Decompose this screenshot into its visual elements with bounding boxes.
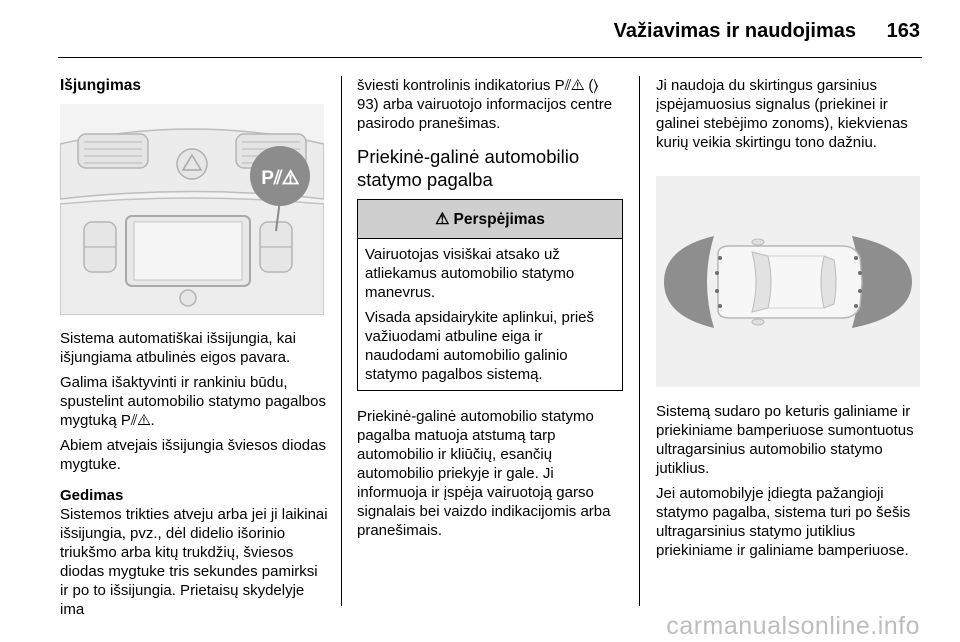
section-heading-deactivation: Išjungimas xyxy=(60,77,141,94)
column-1-body xyxy=(60,329,328,625)
paragraph: Sistemą sudaro po keturis galiniame ir priekiniame bamperiuose sumontuotus ultragarsinius automobilio statymo jutiklius. xyxy=(656,403,914,477)
paragraph: Galima išaktyvinti ir rankiniu būdu, spustelint automobilio statymo pagalbos mygtuką P⫽⚠. xyxy=(60,374,326,429)
column-divider-2 xyxy=(639,76,640,606)
warning-paragraph: Vairuotojas visiškai atsako už atliekamus automobilio statymo manevrus. xyxy=(365,246,575,301)
warning-body xyxy=(358,239,622,390)
paragraph: Sistema automatiškai išsijungia, kai išjungiama atbulinės eigos pavara. xyxy=(60,330,296,366)
page-number: 163 xyxy=(886,20,920,42)
column-1 xyxy=(60,76,325,95)
park-assist-button-callout: P⫽⚠ xyxy=(261,168,299,189)
warning-title-bar xyxy=(358,200,622,239)
subheading-fault: Gedimas xyxy=(60,487,124,504)
paragraph-description: Priekinė-galinė automobilio statymo pagalba matuoja atstumą tarp automobilio ir kliūčių, esančių automobilio priekyje ir gale. Ji informuoja ir įspėja vairuotoją garso signalais bei vaizdo indikacijomis arba pranešimais. xyxy=(357,408,611,539)
column-divider-1 xyxy=(341,76,342,606)
header-rule xyxy=(58,57,922,58)
paragraph-intro: šviesti kontrolinis indikatorius P⫽⚠ (⟩ 93) arba vairuotojo informacijos centre pasirodo pranešimas. xyxy=(357,77,613,132)
warning-icon: ⚠ xyxy=(435,210,450,228)
warning-title: Perspėjimas xyxy=(453,210,545,228)
sensor-zones-figure xyxy=(656,176,920,387)
paragraph: Jei automobilyje įdiegta pažangioji statymo pagalba, sistema turi po šešis ultragarsinius statymo jutiklius priekiniame ir galiniame bamperiuose. xyxy=(656,485,911,559)
paragraph-fault: Sistemos trikties atveju arba jei ji laikinai išsijungia, pvz., dėl didelio išorinio triukšmo arba kitų trukdžių, šviesos diodas mygtuke tris sekundes pamirksi ir po to išsijungia. Prietaisų skydelyje ima xyxy=(60,506,328,618)
paragraph: Abiem atvejais išsijungia šviesos diodas mygtuke. xyxy=(60,437,326,473)
footer-watermark: carmanualsonline.info xyxy=(666,612,920,640)
warning-box xyxy=(357,199,623,391)
column-2 xyxy=(357,76,623,546)
column-3-body xyxy=(656,402,922,566)
dashboard-illustration xyxy=(60,104,324,315)
paragraph-intro: Ji naudoja du skirtingus garsinius įspėjamuosius signalus (priekinei ir galinei stebėjimo zonoms), kiekvienas kurių veikia skirtingu tono dažniu. xyxy=(656,77,908,151)
dashboard-figure xyxy=(60,104,324,315)
page-header-title: Važiavimas ir naudojimas xyxy=(613,20,856,42)
section-heading-front-rear-park-assist: Priekinė-galinė automobilio statymo pagalba xyxy=(357,146,580,190)
car-sensor-illustration xyxy=(656,176,920,387)
warning-paragraph: Visada apsidairykite aplinkui, prieš važiuodami atbuline eiga ir naudodami automobilio galinio statymo pagalbos sistemą. xyxy=(365,309,595,383)
column-3 xyxy=(656,76,922,158)
